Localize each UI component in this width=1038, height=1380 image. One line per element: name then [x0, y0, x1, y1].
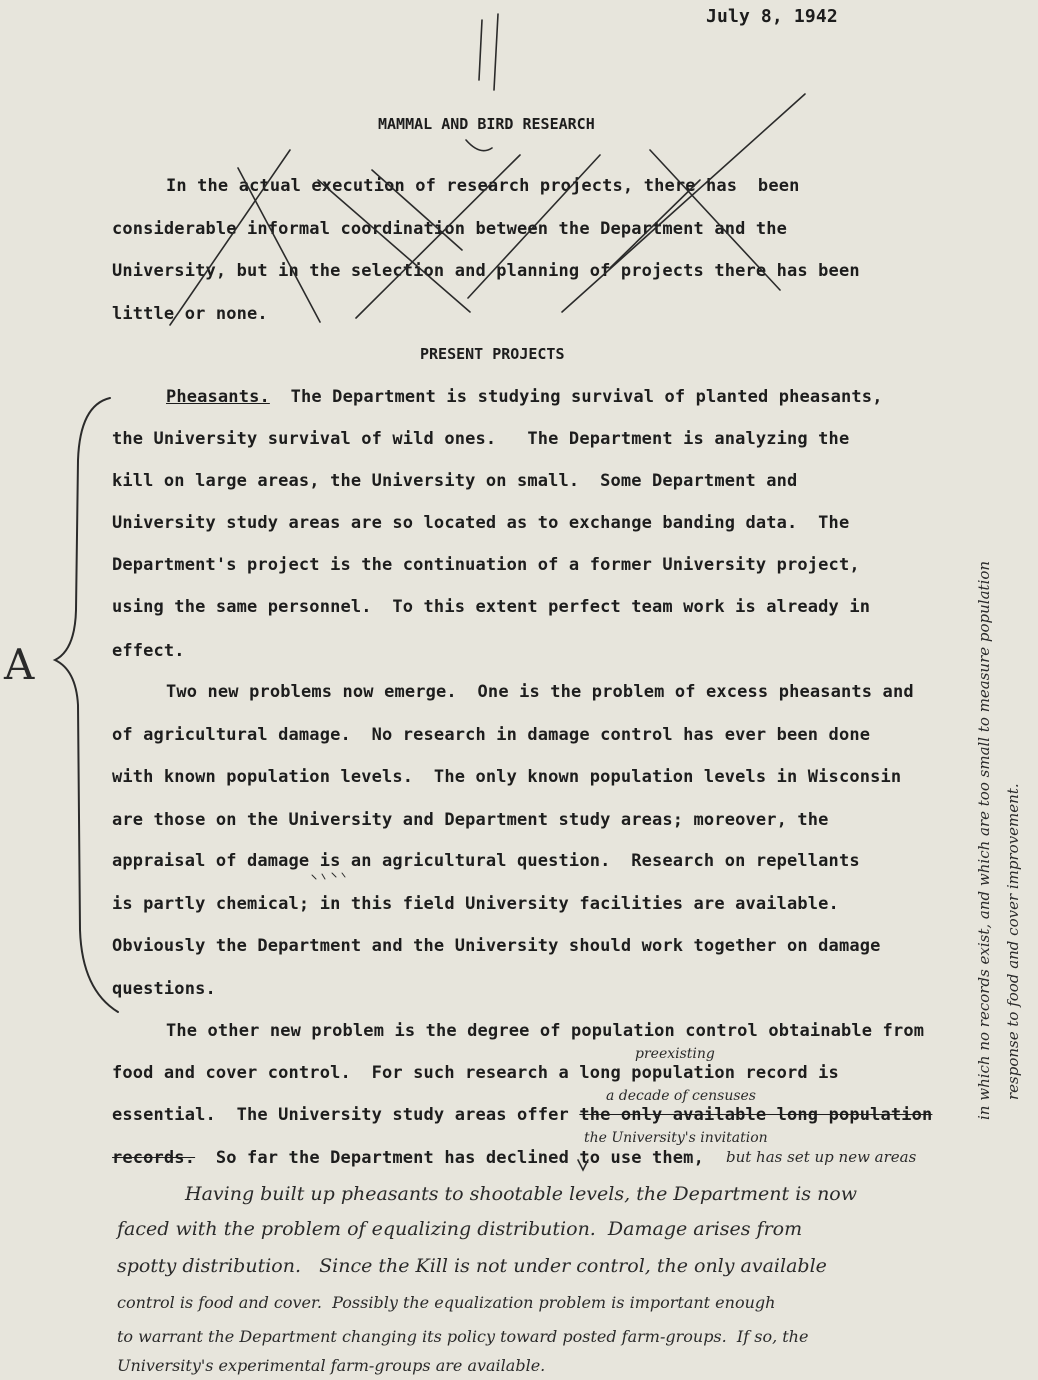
strike-5 [356, 155, 520, 318]
strike-2 [170, 150, 290, 325]
strike-7 [650, 150, 780, 290]
pheasants-line-2: the University survival of wild ones. The Department is analyzing the [112, 429, 850, 449]
insert-invitation: the University's invitation [584, 1130, 768, 1146]
struck-text-2: records. [112, 1148, 196, 1168]
insert-new-areas: but has set up new areas [726, 1148, 917, 1166]
intro-line-1: In the actual execution of research projects, there has been [166, 176, 800, 196]
problems-line-8: questions. [112, 979, 216, 999]
problems-line-7: Obviously the Department and the University should work together on damage [112, 936, 881, 956]
document-title: MAMMAL AND BIRD RESEARCH [378, 115, 595, 133]
hand-line-1: Having built up pheasants to shootable levels, the Department is now [185, 1183, 858, 1205]
margin-note-2: response to food and cover improvement. [1004, 783, 1022, 1100]
strike-8 [562, 94, 805, 312]
other-line-2: food and cover control. For such research a long population record is [112, 1063, 839, 1083]
document-date: July 8, 1942 [706, 6, 838, 27]
strike-3 [318, 180, 470, 312]
top-pen-mark-3 [466, 140, 492, 151]
problems-line-1: Two new problems now emerge. One is the problem of excess pheasants and [166, 682, 914, 702]
other-line-3-text: essential. The University study areas offer [112, 1105, 580, 1125]
intro-line-2: considerable informal coordination between the Department and the [112, 219, 788, 239]
hand-line-4: control is food and cover. Possibly the equalization problem is important enough [117, 1293, 776, 1312]
problems-line-5: appraisal of damage is an agricultural question. Research on repellants [112, 851, 860, 871]
hand-line-2: faced with the problem of equalizing distribution. Damage arises from [117, 1218, 803, 1240]
problems-line-4: are those on the University and Department study areas; moreover, the [112, 810, 829, 830]
strike-1 [238, 168, 320, 322]
pheasants-line-1-text: The Department is studying survival of planted pheasants, [290, 387, 883, 407]
strike-6 [468, 155, 600, 298]
insert-caret-1 [578, 1160, 588, 1170]
section-heading: PRESENT PROJECTS [420, 345, 565, 363]
insert-decade: a decade of censuses [606, 1088, 756, 1104]
margin-note-1: in which no records exist, and which are too small to measure population [975, 560, 993, 1120]
ink-speck [312, 873, 345, 879]
intro-line-3: University, but in the selection and planning of projects there has been [112, 261, 860, 281]
hand-line-5: to warrant the Department changing its policy toward posted farm-groups. If so, the [117, 1327, 809, 1346]
problems-line-2: of agricultural damage. No research in damage control has ever been done [112, 725, 871, 745]
pheasants-line-7: effect. [112, 641, 185, 661]
pheasants-line-3: kill on large areas, the University on small. Some Department and [112, 471, 798, 491]
left-bracket [55, 398, 118, 1012]
top-pen-mark-2 [494, 14, 498, 90]
pheasants-line-6: using the same personnel. To this extent perfect team work is already in [112, 597, 871, 617]
intro-line-4: little or none. [112, 304, 268, 324]
hand-line-3: spotty distribution. Since the Kill is not under control, the only available [117, 1255, 827, 1277]
struck-text-1: the only available long population [579, 1105, 933, 1125]
other-line-4-text: So far the Department has declined to use them, [195, 1148, 704, 1168]
pheasants-line-4: University study areas are so located as to exchange banding data. The [112, 513, 850, 533]
other-line-1: The other new problem is the degree of population control obtainable from [166, 1021, 925, 1041]
problems-line-3: with known population levels. The only known population levels in Wisconsin [112, 767, 902, 787]
top-pen-mark-1 [479, 20, 482, 80]
hand-line-6: University's experimental farm-groups are available. [117, 1356, 546, 1375]
pheasants-line-5: Department's project is the continuation of a former University project, [112, 555, 860, 575]
insert-preexisting: preexisting [635, 1046, 715, 1062]
strike-9 [610, 180, 700, 268]
margin-letter-a: A [4, 640, 35, 689]
problems-line-6: is partly chemical; in this field University facilities are available. [112, 894, 839, 914]
pheasants-label: Pheasants. [166, 387, 270, 407]
